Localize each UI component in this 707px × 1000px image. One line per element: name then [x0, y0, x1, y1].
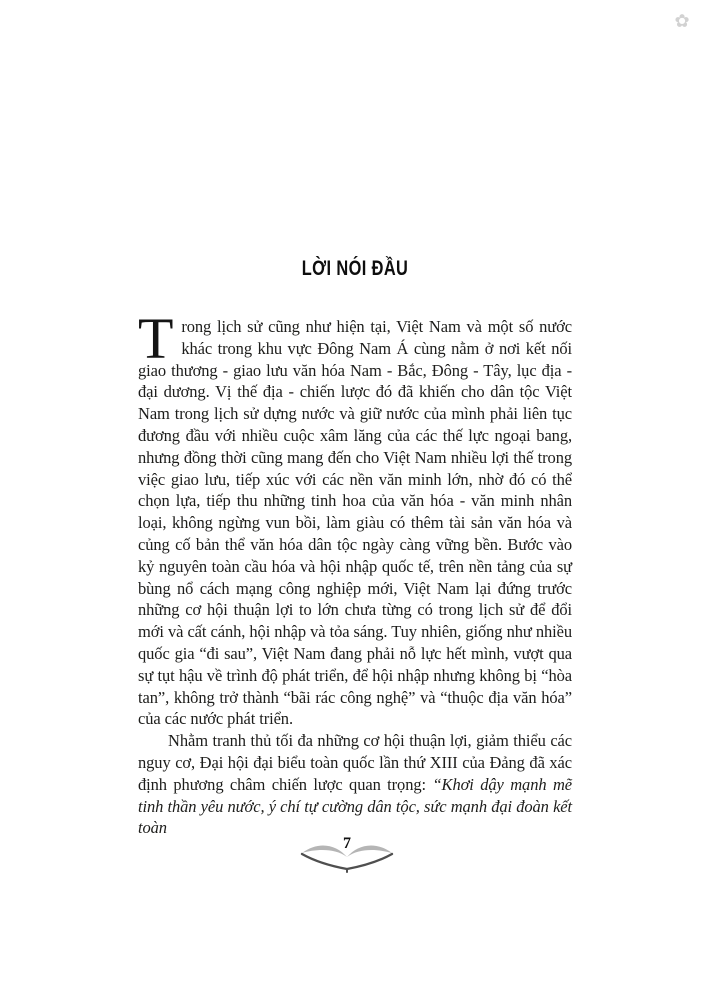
- drop-cap: T: [138, 306, 174, 371]
- page-title: LỜI NÓI ĐẦU: [301, 257, 409, 280]
- paragraph-1: [138, 306, 572, 730]
- open-book-icon: [299, 835, 395, 873]
- flower-ornament-icon: ✿: [674, 11, 690, 32]
- paragraph-2-quote: “Khơi dậy mạnh mẽ tinh thần yêu nước, ý chí tự cường dân tộc, sức mạnh đại đoàn kết toàn: [138, 774, 573, 838]
- body-text: [138, 306, 573, 839]
- paragraph-1-text: rong lịch sử cũng như hiện tại, Việt Nam và một số nước khác trong khu vực Đông Nam Á cùng nằm ở nơi kết nối giao thương - giao lưu văn hóa Nam - Bắc, Đông - Tây, lục địa - đại dương. Vị thế địa - chiến lược đó đã khiến cho dân tộc Việt Nam trong lịch sử dựng nước và giữ nước của mình phải liên tục đương đầu với nhiều cuộc xâm lăng của các thế lực ngoại bang, nhưng đồng thời cũng mang đến cho Việt Nam nhiều lợi thế trong việc giao lưu, tiếp xúc với các nền văn minh lớn, nhờ đó có thể chọn lựa, tiếp thu những tinh hoa của văn hóa - văn minh nhân loại, không ngừng vun bồi, làm giàu có thêm tài sản văn hóa và củng cố bản thể văn hóa dân tộc ngày càng vững bền. Bước vào kỷ nguyên toàn cầu hóa và hội nhập quốc tế, trên nền tảng của sự bùng nổ cách mạng công nghiệp mới, Việt Nam lại đứng trước những cơ hội thuận lợi to lớn chưa từng có trong lịch sử để đổi mới và cất cánh, hội nhập và tỏa sáng. Tuy nhiên, giống như nhiều quốc gia “đi sau”, Việt Nam đang phải nỗ lực hết mình, vượt qua sự tụt hậu về trình độ phát triển, để hội nhập nhưng không bị “hòa tan”, không trở thành “bãi rác công nghệ” và “thuộc địa văn hóa” của các nước phát triển.: [138, 317, 572, 729]
- page-footer: [0, 835, 707, 873]
- paragraph-2: [138, 730, 572, 839]
- page-number: 7: [343, 835, 351, 852]
- paragraph-2-text: Nhằm tranh thủ tối đa những cơ hội thuận lợi, giảm thiểu các nguy cơ, Đại hội đại biểu toàn quốc lần thứ XIII của Đảng đã xác định phương châm chiến lược quan trọng:: [138, 731, 572, 794]
